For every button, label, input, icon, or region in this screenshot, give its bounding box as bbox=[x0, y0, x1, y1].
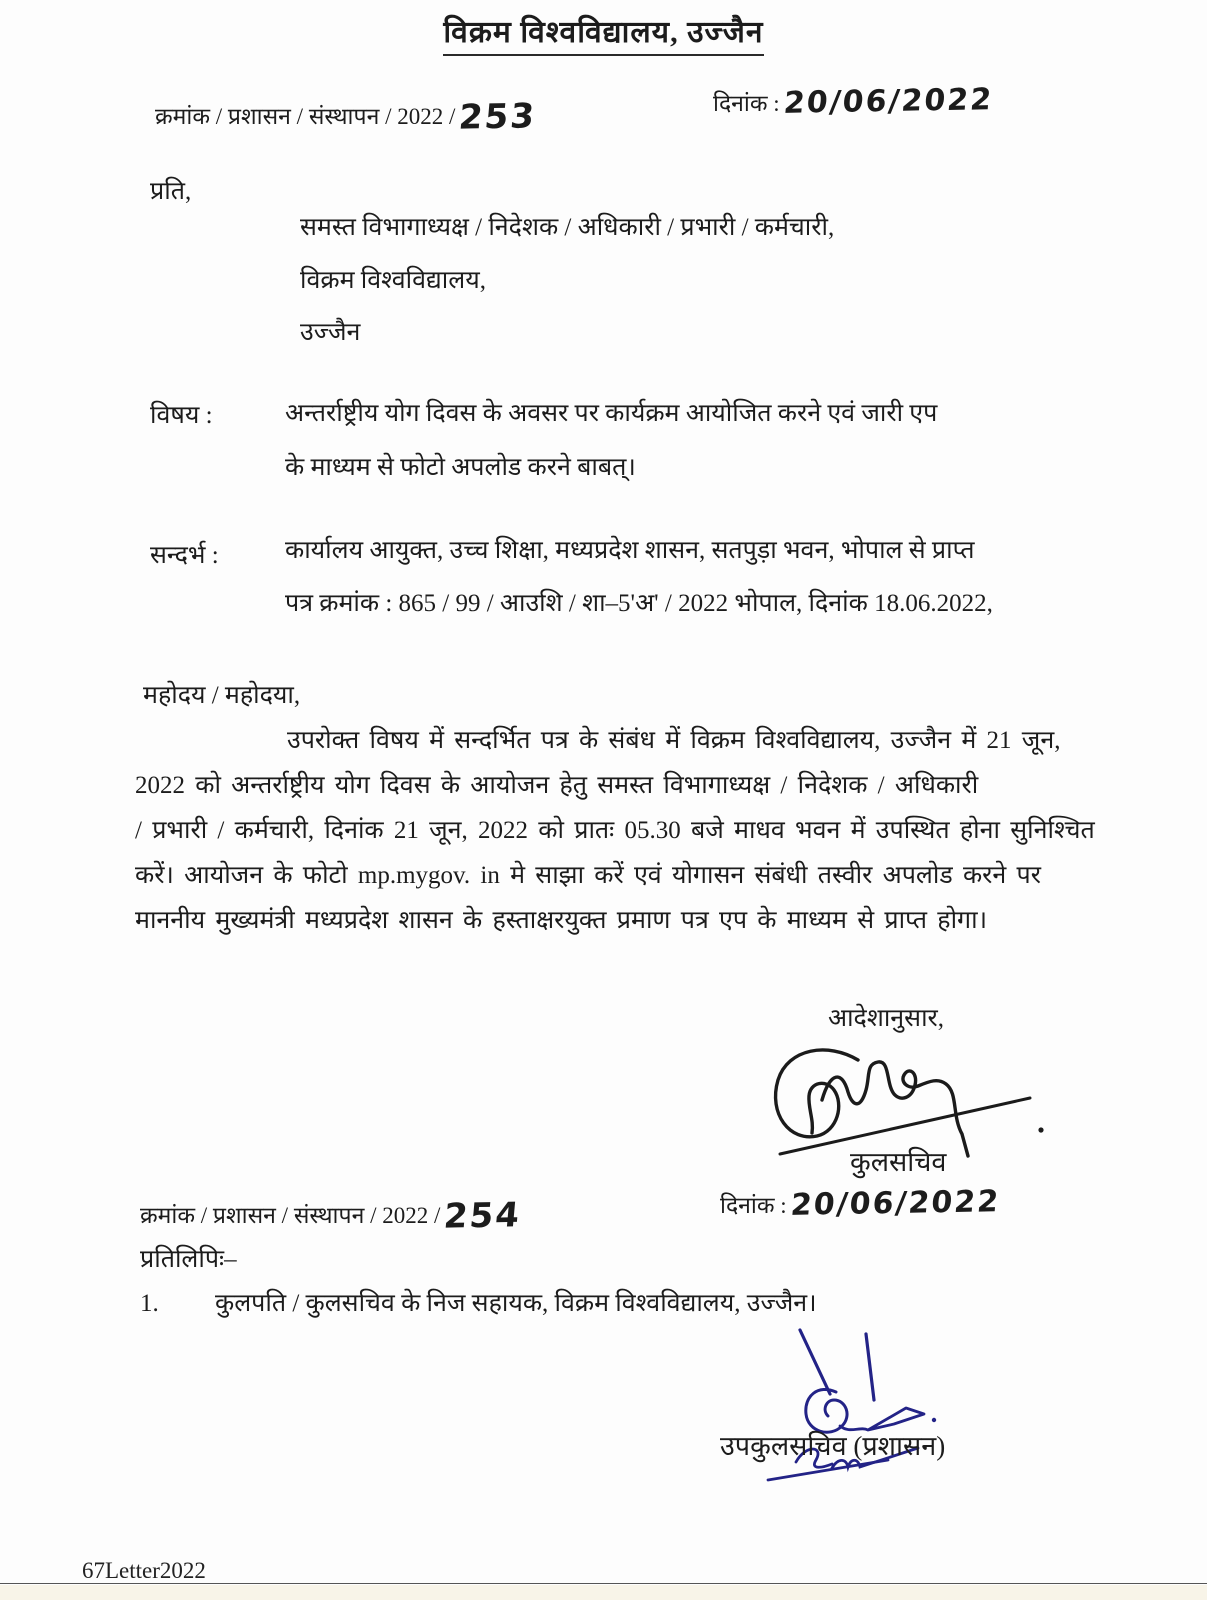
to-label: प्रति, bbox=[150, 178, 192, 205]
date2-label: दिनांक : bbox=[720, 1193, 787, 1218]
copy-item-number: 1. bbox=[140, 1290, 159, 1317]
salutation: महोदय / महोदया, bbox=[143, 682, 301, 709]
date-line-2 bbox=[720, 1186, 1000, 1221]
scan-bottom-strip bbox=[0, 1585, 1207, 1600]
to-line-3: उज्जैन bbox=[300, 319, 361, 346]
footer-divider bbox=[0, 1583, 1207, 1584]
subject-label: विषय : bbox=[150, 402, 213, 429]
to-line-1: समस्त विभागाध्यक्ष / निदेशक / अधिकारी / प्रभारी / कर्मचारी, bbox=[300, 214, 835, 241]
body-line-2: 2022 को अन्तर्राष्ट्रीय योग दिवस के आयोजन हेतु समस्त विभागाध्यक्ष / निदेशक / अधिकारी bbox=[135, 772, 979, 799]
ref1-printed: क्रमांक / प्रशासन / संस्थापन / 2022 / bbox=[155, 104, 456, 129]
university-title: विक्रम विश्वविद्यालय, उज्जैन bbox=[443, 16, 763, 56]
by-order-note: आदेशानुसार, bbox=[828, 1005, 945, 1032]
date-line-1 bbox=[713, 84, 993, 119]
body-line-5: माननीय मुख्यमंत्री मध्यप्रदेश शासन के हस्ताक्षरयुक्त प्रमाण पत्र एप के माध्यम से प्राप्त होगा। bbox=[135, 907, 988, 934]
letter-header bbox=[0, 10, 1207, 51]
ref1-handwritten-number: 253 bbox=[457, 96, 539, 138]
registrar-designation: कुलसचिव bbox=[850, 1147, 947, 1177]
ref2-printed: क्रमांक / प्रशासन / संस्थापन / 2022 / bbox=[140, 1203, 441, 1228]
body-line-4: करें। आयोजन के फोटो mp.mygov. in मे साझा करें एवं योगासन संबंधी तस्वीर अपलोड करने पर bbox=[135, 862, 1041, 889]
footer-file-label: 67Letter2022 bbox=[82, 1558, 206, 1583]
date1-handwritten-value: 20/06/2022 bbox=[781, 82, 995, 121]
context-line-1: कार्यालय आयुक्त, उच्च शिक्षा, मध्यप्रदेश शासन, सतपुड़ा भवन, भोपाल से प्राप्त bbox=[285, 537, 975, 564]
subject-line-1: अन्तर्राष्ट्रीय योग दिवस के अवसर पर कार्यक्रम आयोजित करने एवं जारी एप bbox=[285, 400, 938, 427]
to-line-2: विक्रम विश्वविद्यालय, bbox=[300, 267, 486, 294]
copy-item-text: कुलपति / कुलसचिव के निज सहायक, विक्रम विश्वविद्यालय, उज्जैन। bbox=[215, 1290, 817, 1317]
ref2-handwritten-number: 254 bbox=[442, 1195, 524, 1237]
context-line-2: पत्र क्रमांक : 865 / 99 / आउशि / शा–5'अ' / 2022 भोपाल, दिनांक 18.06.2022, bbox=[285, 590, 993, 617]
date2-handwritten-value: 20/06/2022 bbox=[788, 1184, 1002, 1223]
copy-to-label: प्रतिलिपिः– bbox=[140, 1246, 237, 1273]
date1-label: दिनांक : bbox=[713, 91, 780, 116]
context-label: सन्दर्भ : bbox=[150, 542, 219, 569]
deputy-registrar-designation: उपकुलसचिव (प्रशासन) bbox=[720, 1431, 946, 1461]
reference-number-line-2 bbox=[140, 1195, 524, 1237]
subject-line-2: के माध्यम से फोटो अपलोड करने बाबत्। bbox=[285, 454, 636, 481]
body-line-3: / प्रभारी / कर्मचारी, दिनांक 21 जून, 2022 को प्रातः 05.30 बजे माधव भवन में उपस्थित होना सुनिश्चित bbox=[135, 817, 1095, 844]
reference-number-line-1 bbox=[155, 96, 539, 138]
body-line-1: उपरोक्त विषय में सन्दर्भित पत्र के संबंध में विक्रम विश्वविद्यालय, उज्जैन में 21 जून, bbox=[287, 727, 1061, 754]
